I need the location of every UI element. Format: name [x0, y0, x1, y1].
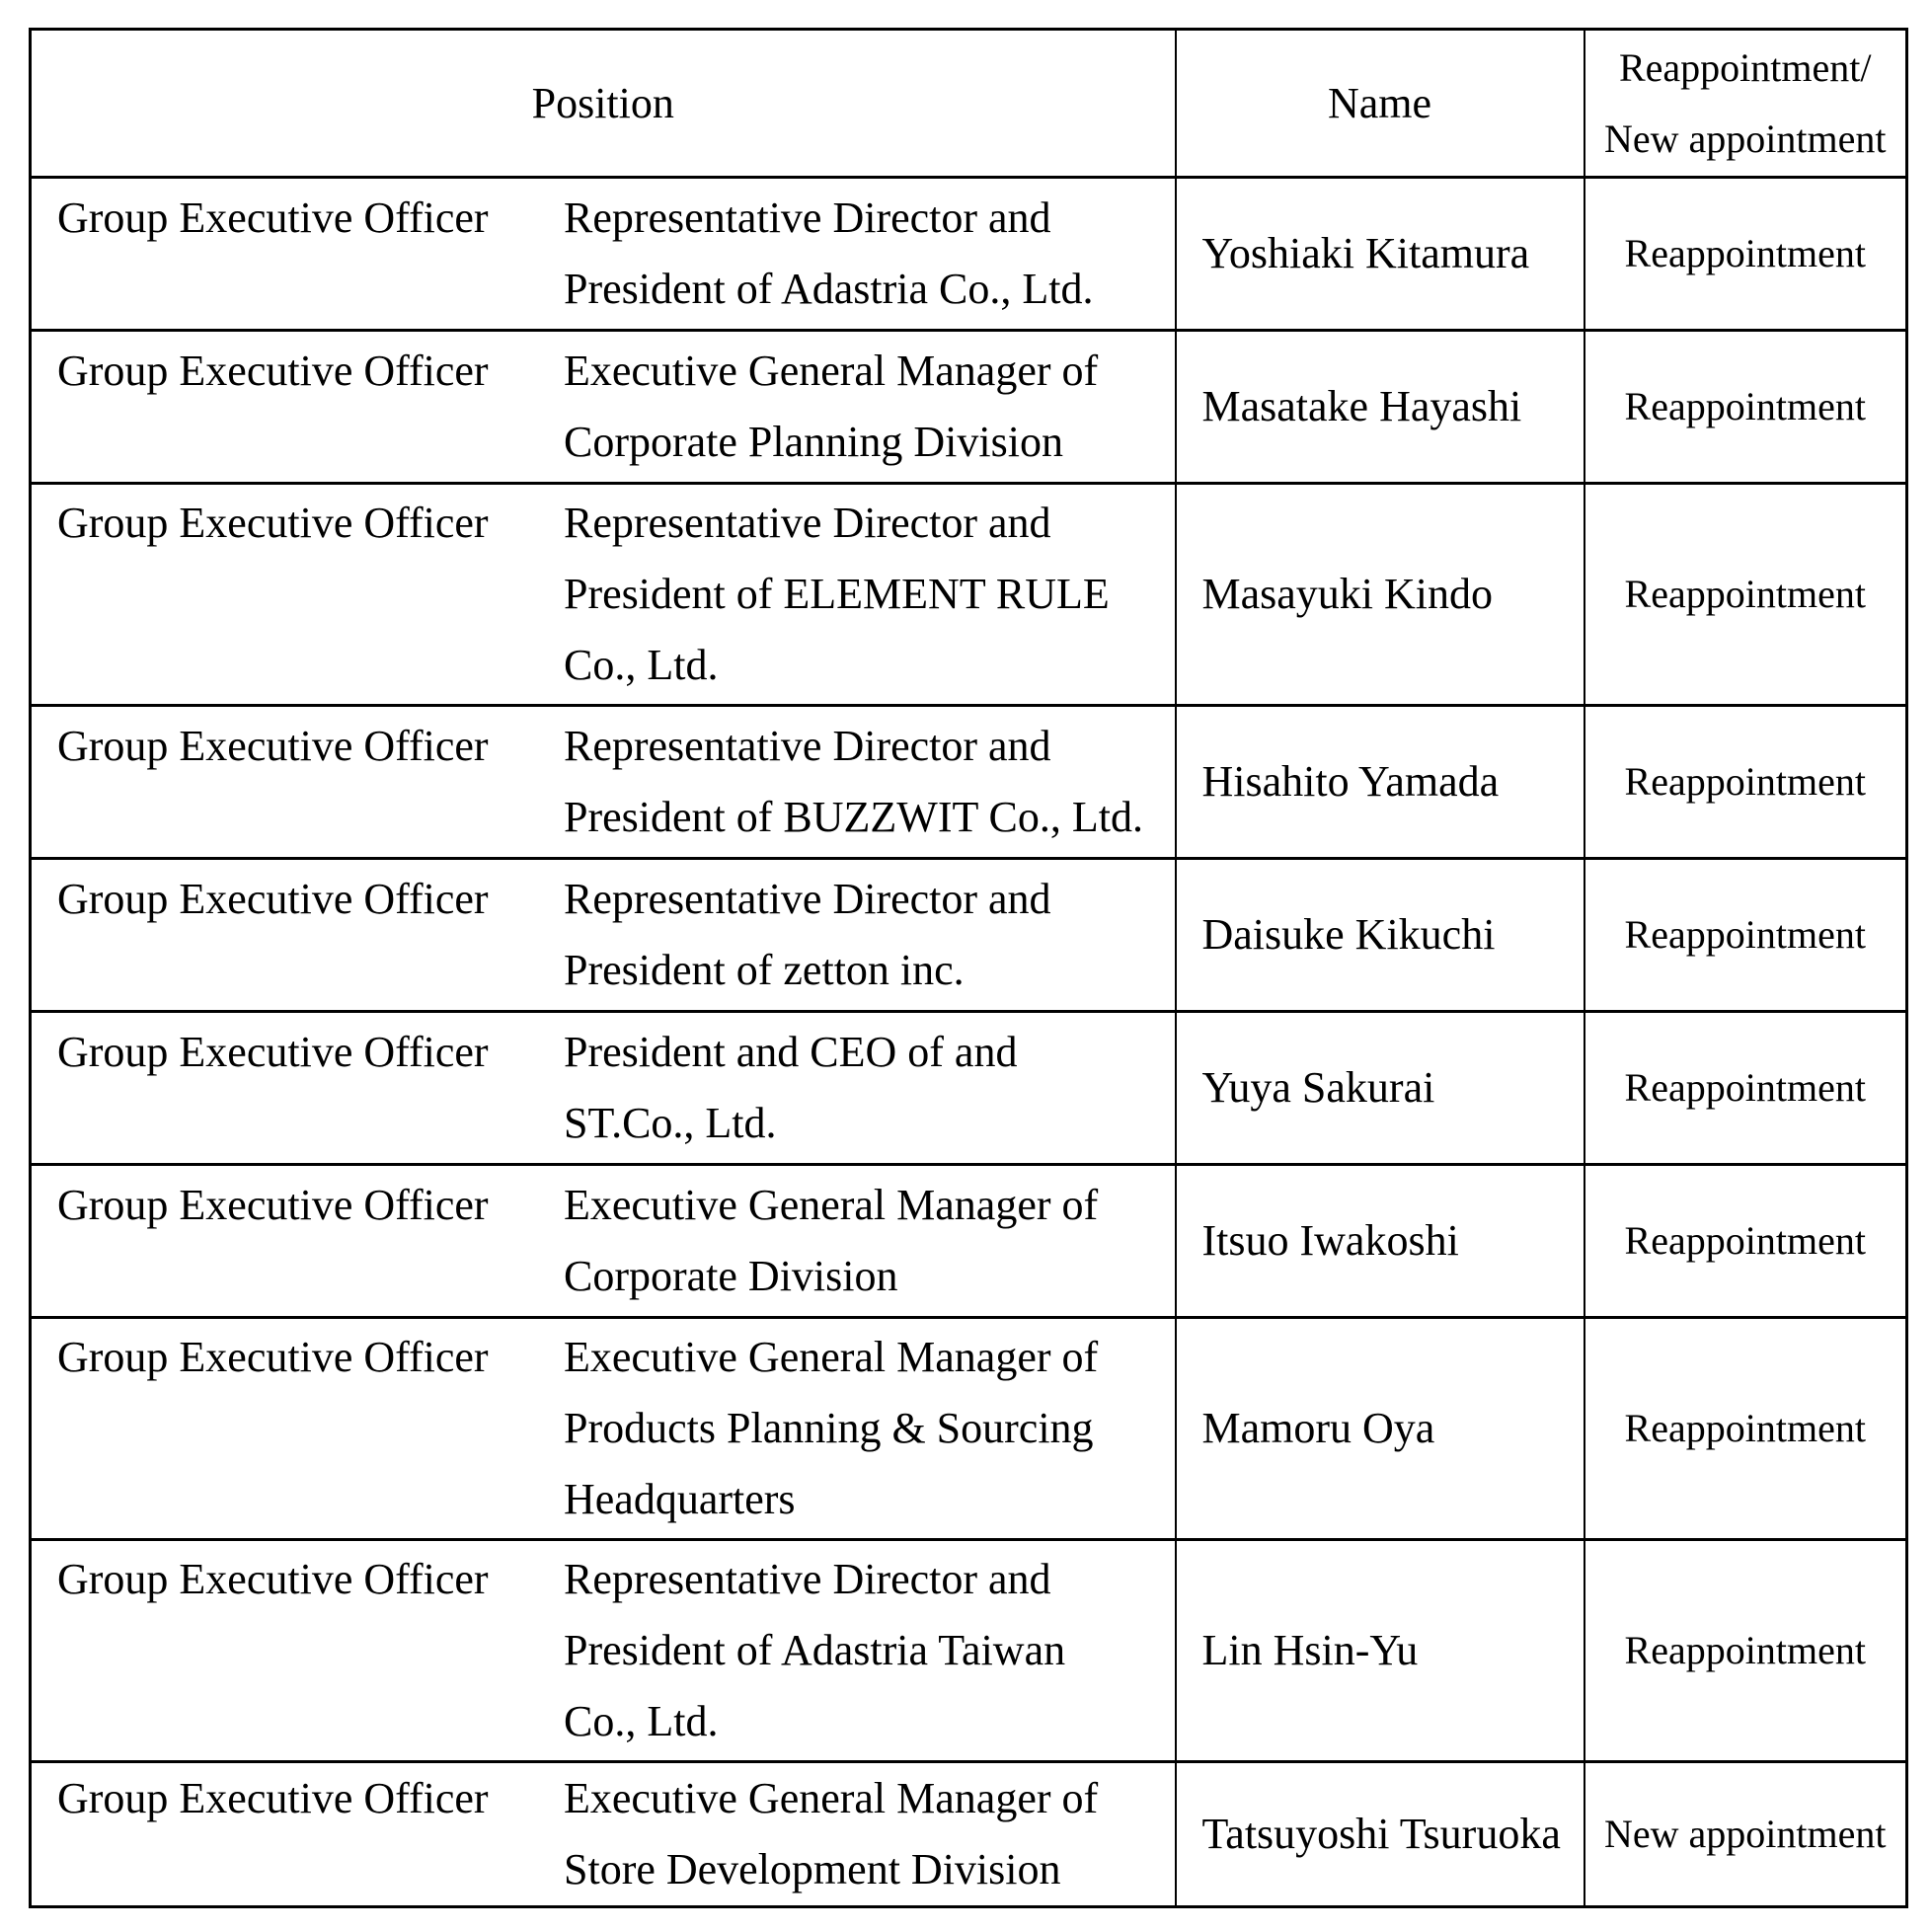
duty-line: Representative Director and	[564, 499, 1051, 547]
role-label: Group Executive Officer	[57, 722, 489, 770]
name-cell: Lin Hsin-Yu	[1176, 1540, 1584, 1762]
duty-line: President and CEO of and	[564, 1028, 1018, 1076]
duty-line: Headquarters	[564, 1475, 796, 1523]
position-cell	[31, 484, 1176, 706]
duty-line: Corporate Planning Division	[564, 418, 1063, 466]
role-label: Group Executive Officer	[57, 1555, 489, 1603]
header-name: Name	[1176, 30, 1584, 178]
duty-description	[564, 1170, 1175, 1312]
role-label: Group Executive Officer	[57, 347, 489, 395]
duty-description	[564, 1544, 1175, 1757]
appointment-cell: Reappointment	[1584, 1165, 1907, 1318]
position-cell	[31, 1165, 1176, 1318]
duty-line: President of Adastria Co., Ltd.	[564, 265, 1094, 313]
table-row	[31, 1012, 1907, 1165]
name-cell: Mamoru Oya	[1176, 1318, 1584, 1540]
header-appointment-line1: Reappointment/	[1618, 44, 1872, 90]
table-row	[31, 1165, 1907, 1318]
table-row	[31, 706, 1907, 859]
duty-line: Representative Director and	[564, 1555, 1051, 1603]
position-cell	[31, 859, 1176, 1012]
duty-line: President of zetton inc.	[564, 946, 965, 994]
duty-line: Representative Director and	[564, 722, 1051, 770]
header-appointment	[1584, 30, 1907, 178]
duty-description	[564, 1322, 1175, 1535]
name-cell: Masayuki Kindo	[1176, 484, 1584, 706]
appointment-cell: Reappointment	[1584, 859, 1907, 1012]
role-label: Group Executive Officer	[57, 1333, 489, 1381]
table-row	[31, 331, 1907, 484]
duty-line: President of BUZZWIT Co., Ltd.	[564, 793, 1143, 841]
table-header-row	[31, 30, 1907, 178]
duty-line: Store Development Division	[564, 1845, 1061, 1893]
duty-description	[564, 336, 1175, 478]
duty-line: Co., Ltd.	[564, 641, 719, 689]
appointment-cell: Reappointment	[1584, 484, 1907, 706]
duty-description	[564, 183, 1175, 325]
table-row	[31, 178, 1907, 331]
name-cell: Tatsuyoshi Tsuruoka	[1176, 1762, 1584, 1907]
duty-line: President of ELEMENT RULE	[564, 570, 1110, 618]
position-cell	[31, 706, 1176, 859]
position-cell	[31, 1540, 1176, 1762]
name-cell: Yuya Sakurai	[1176, 1012, 1584, 1165]
table-row	[31, 1762, 1907, 1907]
duty-line: Executive General Manager of	[564, 1333, 1099, 1381]
name-cell: Daisuke Kikuchi	[1176, 859, 1584, 1012]
table-row	[31, 859, 1907, 1012]
duty-line: Representative Director and	[564, 193, 1051, 242]
position-cell	[31, 1762, 1176, 1907]
table-row	[31, 484, 1907, 706]
role-label: Group Executive Officer	[57, 1181, 489, 1229]
header-appointment-line2: New appointment	[1604, 116, 1887, 161]
duty-description	[564, 1763, 1175, 1905]
appointment-cell: New appointment	[1584, 1762, 1907, 1907]
position-cell	[31, 1318, 1176, 1540]
role-label: Group Executive Officer	[57, 1028, 489, 1076]
role-label: Group Executive Officer	[57, 1774, 489, 1822]
duty-line: Executive General Manager of	[564, 347, 1099, 395]
appointments-table	[29, 28, 1908, 1908]
name-cell: Itsuo Iwakoshi	[1176, 1165, 1584, 1318]
appointment-cell: Reappointment	[1584, 1540, 1907, 1762]
duty-description	[564, 864, 1175, 1006]
duty-line: ST.Co., Ltd.	[564, 1099, 777, 1147]
table-row	[31, 1540, 1907, 1762]
duty-line: Representative Director and	[564, 875, 1051, 923]
duty-description	[564, 1017, 1175, 1159]
duty-description	[564, 711, 1175, 853]
duty-line: President of Adastria Taiwan	[564, 1626, 1066, 1674]
duty-description	[564, 488, 1175, 701]
duty-line: Corporate Division	[564, 1252, 898, 1300]
duty-line: Co., Ltd.	[564, 1697, 719, 1745]
duty-line: Executive General Manager of	[564, 1181, 1099, 1229]
name-cell: Yoshiaki Kitamura	[1176, 178, 1584, 331]
appointment-cell: Reappointment	[1584, 706, 1907, 859]
position-cell	[31, 1012, 1176, 1165]
role-label: Group Executive Officer	[57, 875, 489, 923]
role-label: Group Executive Officer	[57, 499, 489, 547]
duty-line: Products Planning & Sourcing	[564, 1404, 1094, 1452]
appointment-cell: Reappointment	[1584, 1318, 1907, 1540]
appointment-cell: Reappointment	[1584, 1012, 1907, 1165]
duty-line: Executive General Manager of	[564, 1774, 1099, 1822]
appointment-cell: Reappointment	[1584, 178, 1907, 331]
header-position: Position	[31, 30, 1176, 178]
position-cell	[31, 178, 1176, 331]
role-label: Group Executive Officer	[57, 193, 489, 242]
name-cell: Masatake Hayashi	[1176, 331, 1584, 484]
table-row	[31, 1318, 1907, 1540]
name-cell: Hisahito Yamada	[1176, 706, 1584, 859]
appointment-cell: Reappointment	[1584, 331, 1907, 484]
position-cell	[31, 331, 1176, 484]
